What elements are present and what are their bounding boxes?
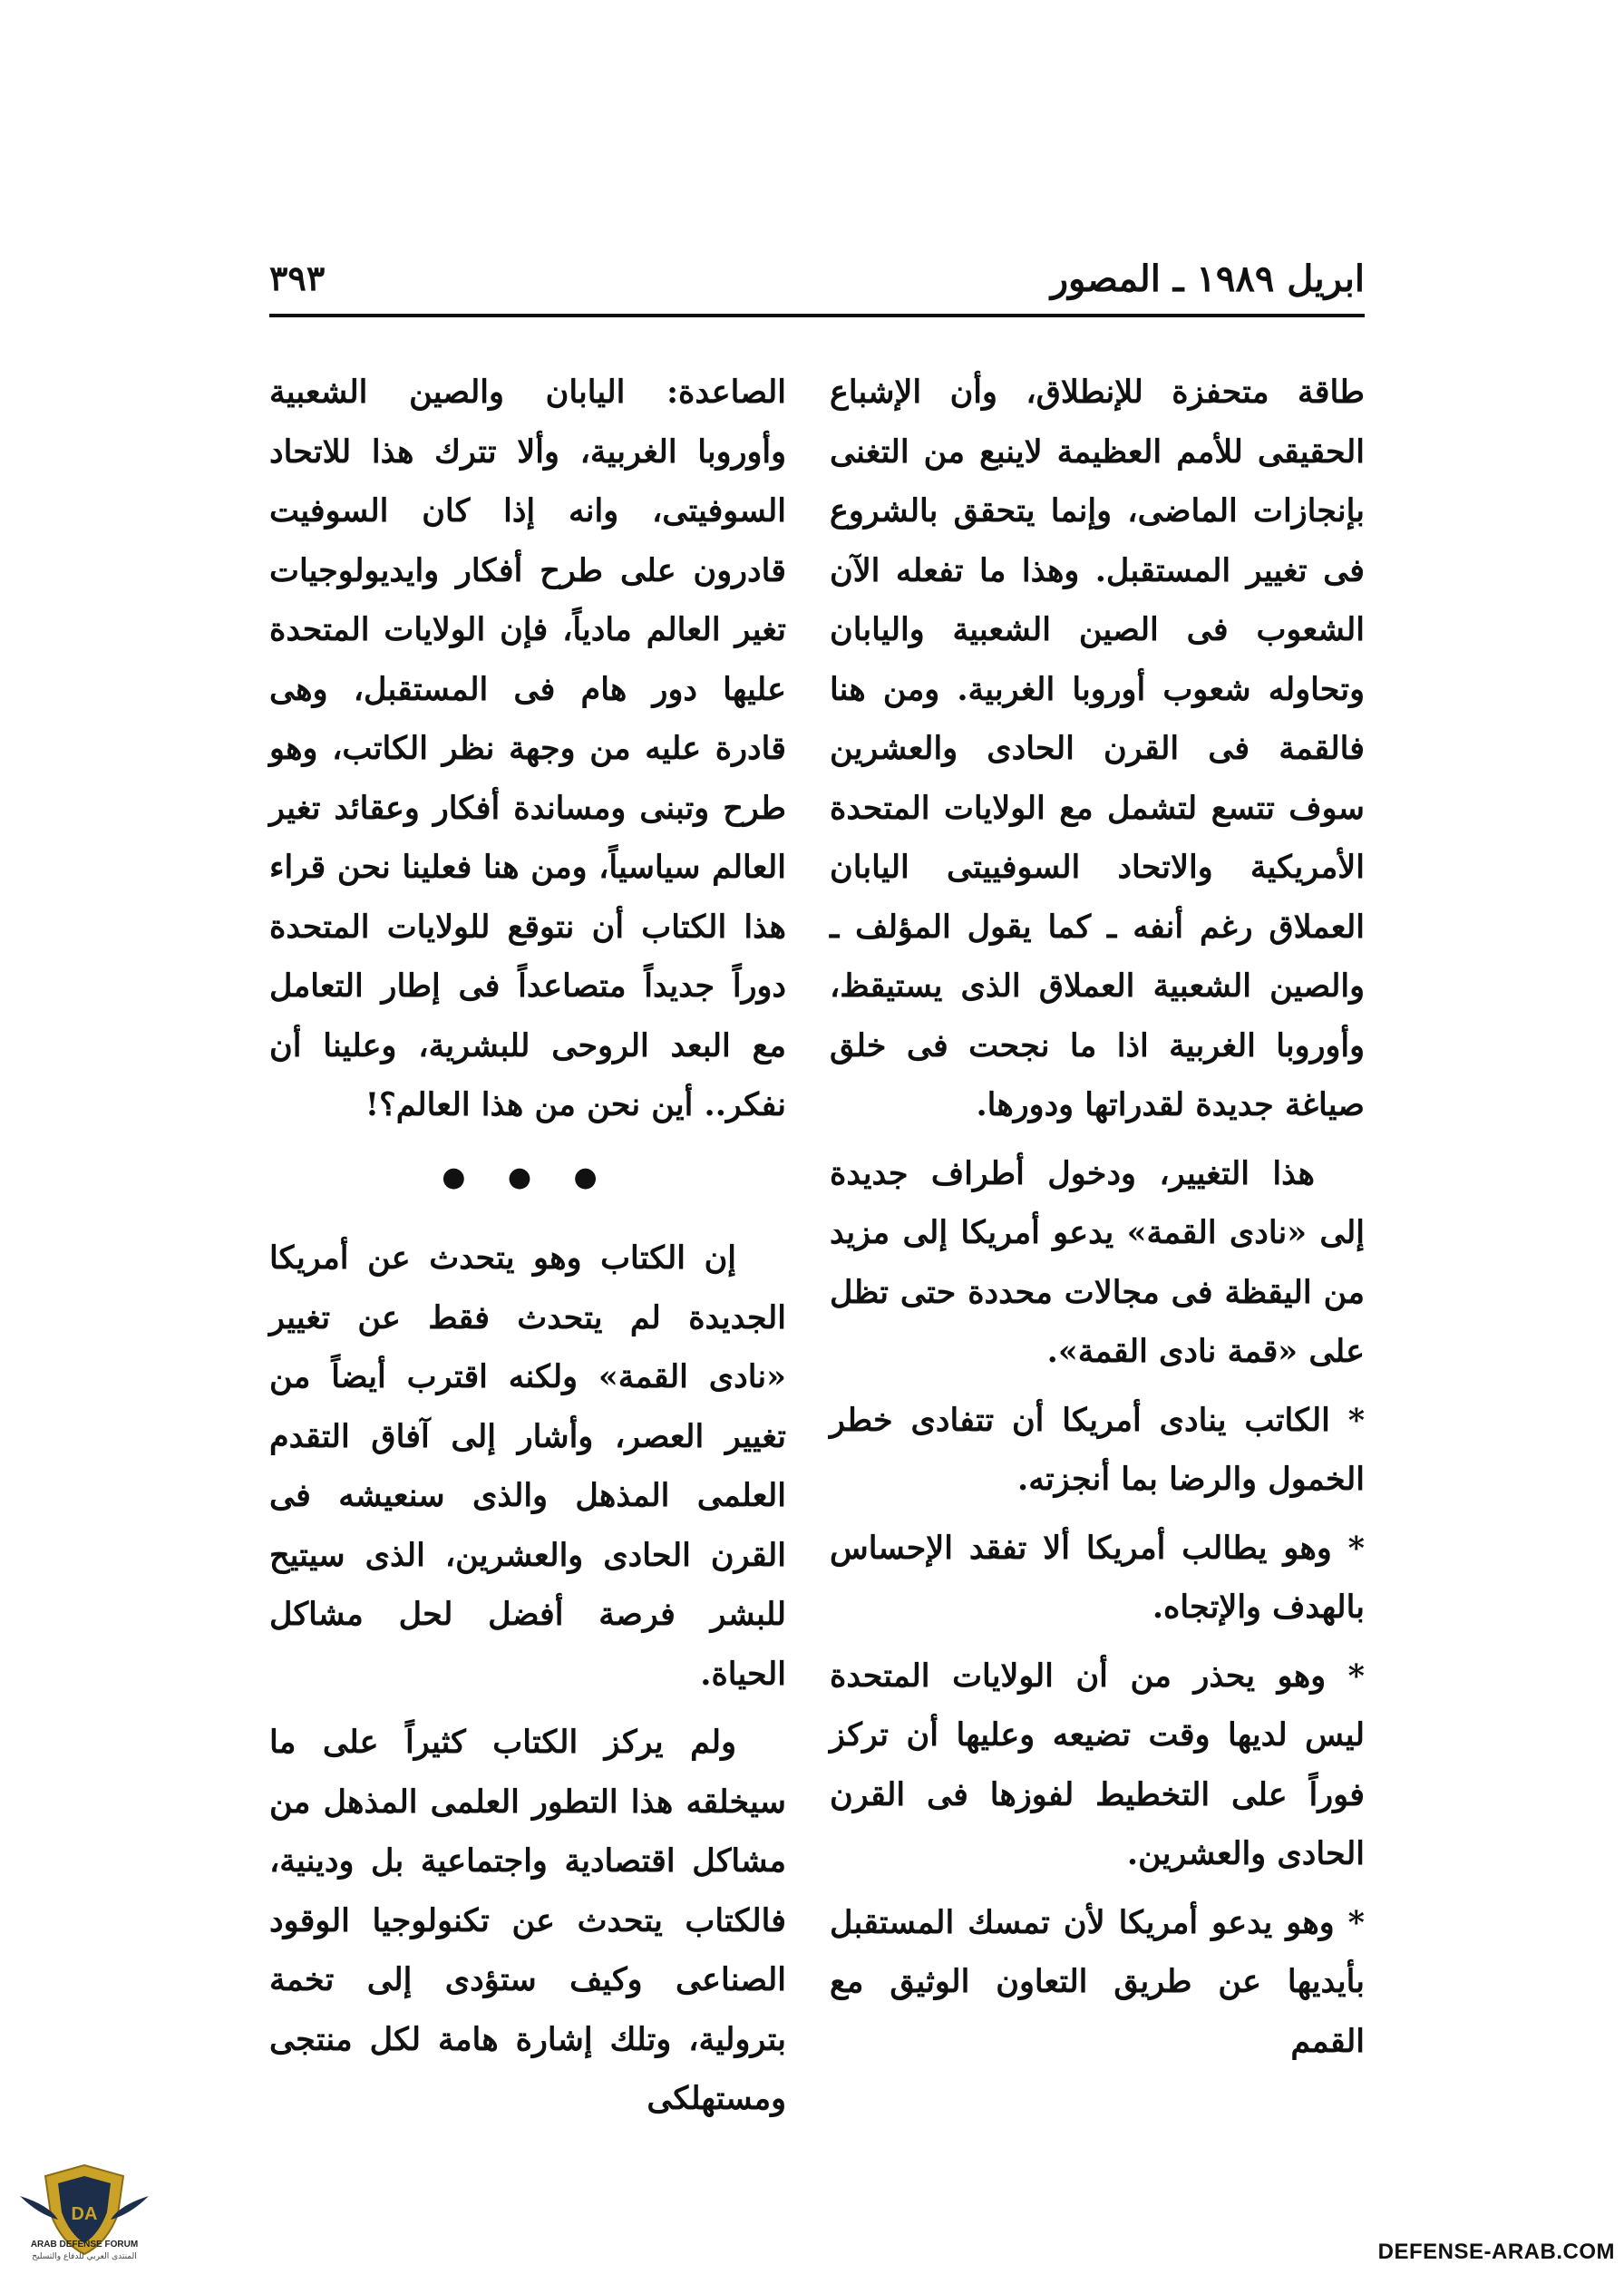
paragraph: الصاعدة: اليابان والصين الشعبية وأوروبا الغربية، وألا تترك هذا للاتحاد السوفيتى، وانه إذا كان السوفيت قادرون على طرح أفكار وايديولوجيات تغير العالم مادياً، فإن الولايات المتحدة عليها دور هام فى المستقبل، وهى قادرة عليه من وجهة نظر الكاتب، وهو طرح وتبنى ومساندة أفكار وعقائد تغير العالم سياسياً، ومن هنا فعلينا نحن قراء هذا الكتاب أن نتوقع للولايات المتحدة دوراً جديداً متصاعداً فى إطار التعامل مع البعد الروحى للبشرية، وعلينا أن نفكر.. أين نحن من هذا العالم؟!: [269, 374, 786, 1123]
site-watermark: DEFENSE-ARAB.COM: [1377, 2240, 1615, 2264]
paragraph: إن الكتاب وهو يتحدث عن أمريكا الجديدة لم يتحدث فقط عن تغيير «نادى القمة» ولكنه اقترب أيضاً من تغيير العصر، وأشار إلى آفاق التقدم العلمى المذهل والذى سنعيشه فى القرن الحادى والعشرين، الذى سيتيح للبشر فرصة أفضل لحل مشاكل الحياة.: [269, 1239, 786, 1693]
bullet-item: * وهو يطالب أمريكا ألا تفقد الإحساس بالهدف والإتجاه.: [830, 1529, 1365, 1626]
paragraph: طاقة متحفزة للإنطلاق، وأن الإشباع الحقيقى للأمم العظيمة لاينبع من التغنى بإنجازات الماضى، وإنما يتحقق بالشروع فى تغيير المستقبل. وهذا ما تفعله الآن الشعوب فى الصين الشعبية واليابان وتحاوله شعوب أوروبا الغربية. ومن هنا فالقمة فى القرن الحادى والعشرين سوف تتسع لتشمل مع الولايات المتحدة الأمريكية والاتحاد السوفييتى اليابان العملاق رغم أنفه ـ كما يقول المؤلف ـ والصين الشعبية العملاق الذى يستيقظ، وأوروبا الغربية اذا ما نجحت فى خلق صياغة جديدة لقدراتها ودورها.: [830, 374, 1365, 1123]
page-number: ٣٩٣: [269, 258, 326, 298]
svg-text:DA: DA: [71, 2204, 98, 2224]
section-divider: ● ● ●: [442, 1161, 614, 1193]
forum-logo-icon: [16, 2160, 152, 2267]
paragraph: هذا التغيير، ودخول أطراف جديدة إلى «نادى القمة» يدعو أمريكا إلى مزيد من اليقظة فى مجالات محددة حتى تظل على «قمة نادى القمة».: [830, 1154, 1365, 1370]
right-column: [830, 363, 1365, 2080]
running-title: ابريل ١٩٨٩ ـ المصور: [1050, 258, 1365, 300]
page-header: [269, 250, 1365, 317]
paragraph: ولم يركز الكتاب كثيراً على ما سيخلقه هذا التطور العلمى المذهل من مشاكل اقتصادية واجتماعية بل ودينية، فالكتاب يتحدث عن تكنولوجيا الوقود الصناعى وكيف ستؤدى إلى تخمة بترولية، وتلك إشارة هامة لكل منتجى ومستهلكى: [269, 1724, 786, 2117]
bullet-item: * وهو يدعو أمريكا لأن تمسك المستقبل بأيديها عن طريق التعاون الوثيق مع القمم: [830, 1903, 1365, 2060]
bullet-item: * الكاتب ينادى أمريكا أن تتفادى خطر الخمول والرضا بما أنجزته.: [830, 1401, 1365, 1498]
logo-text-en: ARAB DEFENSE FORUM: [30, 2240, 139, 2250]
left-column: [269, 363, 786, 2138]
bullet-item: * وهو يحذر من أن الولايات المتحدة ليس لديها وقت تضيعه وعليها أن تركز فوراً على التخطيط لفوزها فى القرن الحادى والعشرين.: [830, 1657, 1365, 1872]
logo-text-ar: المنتدى العربي للدفاع والتسليح: [32, 2252, 137, 2261]
